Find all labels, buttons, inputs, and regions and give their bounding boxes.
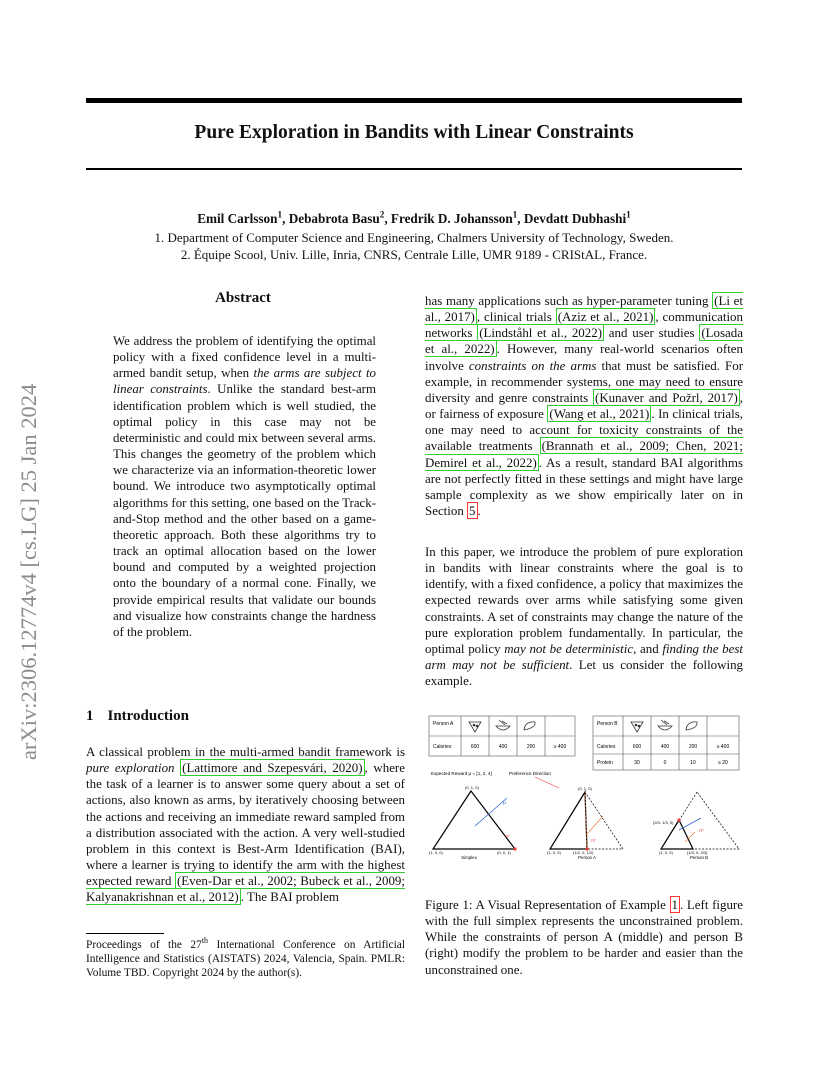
figure-1-canvas	[425, 714, 743, 862]
body-text: . However, many real-world scenarios often involve	[425, 341, 743, 373]
a-calories-value: 400	[498, 744, 508, 750]
title-top-rule	[86, 98, 742, 103]
intro-paragraph	[86, 744, 405, 906]
a-calories-value: 200	[526, 744, 536, 750]
body-text: , communication networks	[425, 309, 743, 341]
footnote-text: International Conference on Artificial Intelligence and Statistics (AISTATS) 2024, Valencia, Spain. PMLR: Volume TBD. Copyright 2024 by the author(s).	[86, 939, 405, 979]
citation-link[interactable]: (Lattimore and Szepesvári, 2020)	[182, 760, 363, 776]
citation-link[interactable]: (Li et al., 2017)	[425, 293, 743, 325]
author-list: Emil Carlsson$^1$, Debabrota Basu$^2$, Fredrik D. Johansson$^1$, Devdatt Dubhashi$^1$	[197, 209, 631, 226]
footnote-sup: th	[201, 936, 209, 946]
footnote-text: Proceedings of the 27	[86, 939, 202, 951]
citation-link[interactable]: (Wang et al., 2021)	[549, 406, 650, 422]
figure-caption	[425, 897, 743, 978]
vertex-label: (0, 1, 0)	[578, 786, 592, 791]
abstract-heading: Abstract	[215, 290, 271, 306]
abstract-text: . Unlike the standard best-arm identification problem which is well studied, the optimal policy in this case may not be deterministic and could mix between several arms. This changes the geometry of the problem which we characterize via an information-theoretic lower bound. We introduce two asymptotically optimal algorithms for this setting, one based on the Track-and-Stop method and the other based on a game-theoretic approach. Both these algorithms try to track an optimal allocation based on the lower bound and computed by a weighted projection onto the boundary of a normal cone. Finally, we provide empirical results that validate our bounds and visualize how constraints change the hardness of the problem.	[113, 382, 377, 639]
pizza-icon	[631, 722, 643, 732]
section-ref-link[interactable]: 5	[469, 503, 476, 519]
caption-text: . Left figure with the full simplex represents the unconstrained problem. While the constraints of person A (middle) and person B (right) modify the problem to be harder and easier than the unconstrained one.	[425, 897, 743, 977]
person-a-table-label: Person A	[433, 721, 454, 727]
body-emphasis: finding the best arm may not be sufficient	[425, 640, 743, 673]
vertex-label: (2/3, 1/3, 0)	[653, 820, 674, 825]
vertex-label: (0, 0, 1)	[497, 850, 511, 855]
abstract-body	[113, 333, 376, 640]
b-calories-value: 600	[632, 744, 642, 750]
optimal-policy-label: π*	[699, 828, 704, 833]
b-calories-threshold: ≥ 400	[716, 744, 730, 750]
footnote	[86, 936, 405, 981]
simplex-caption: Simplex	[461, 855, 477, 860]
title-bottom-rule	[86, 168, 742, 170]
vertex-label: (1, 0, 0)	[659, 850, 673, 855]
calories-label: Calories	[433, 744, 452, 750]
b-protein-value: 0	[663, 760, 667, 766]
person-b-caption: Person B	[689, 855, 709, 860]
author-name: Devdatt Dubhashi	[523, 211, 627, 226]
optimal-policy-label: π*	[505, 834, 510, 839]
intro-text: . The BAI problem	[240, 889, 339, 905]
pizza-icon	[469, 722, 481, 732]
abstract-text: We address the problem of identifying the optimal policy with a fixed confidence level in a multi-armed bandit setup, when	[113, 334, 376, 381]
footnote-rule	[86, 933, 164, 934]
body-text: . Let us consider the following example.	[425, 657, 744, 689]
calories-label: Calories	[597, 744, 616, 750]
a-calories-value: 600	[470, 744, 480, 750]
author-name: Emil Carlsson	[197, 211, 278, 226]
salad-icon	[496, 720, 510, 730]
section-title: Introduction	[107, 708, 189, 724]
caption-text: Figure 1: A Visual Representation of Example	[425, 897, 670, 912]
preference-direction-label: Preference Direction	[509, 771, 551, 776]
vertex-label: (1, 0, 0)	[547, 850, 561, 855]
citation-link[interactable]: (Aziz et al., 2021)	[557, 309, 654, 325]
b-protein-value: 10	[690, 760, 696, 766]
body-text: has many applications such as hyper-parameter tuning	[425, 293, 713, 308]
section-number: 1	[86, 708, 94, 724]
b-protein-threshold: ≥ 20	[718, 760, 728, 766]
body-text: , clinical trials	[476, 309, 556, 325]
vertex-label: (1/3, 0, 2/3)	[687, 850, 708, 855]
section-heading	[86, 708, 189, 725]
figure-1	[425, 714, 743, 862]
body-text: , or fairness of exposure	[425, 389, 743, 422]
b-calories-value: 400	[660, 744, 670, 750]
vertex-label: (1, 0, 0)	[429, 850, 443, 855]
body-emphasis: constraints on the arms	[468, 357, 597, 373]
vertex-label: (0, 1, 0)	[465, 785, 479, 790]
author-name: Debabrota Basu	[288, 211, 380, 226]
abstract-emphasis: the arms are subject to linear constraints	[113, 366, 376, 397]
citation-link[interactable]: (Brannath et al., 2009; Chen, 2021; Demirel et al., 2022)	[425, 438, 743, 470]
example-ref-link[interactable]: 1	[671, 897, 678, 912]
b-protein-value: 30	[634, 760, 640, 766]
protein-label: Protein	[597, 760, 613, 766]
arxiv-stamp: arXiv:2306.12774v4 [cs.LG] 25 Jan 2024	[16, 383, 41, 760]
intro-text: A classical problem in the multi-armed bandit framework is	[86, 744, 405, 759]
citation-link[interactable]: (Lindståhl et al., 2022)	[479, 325, 603, 341]
right-paragraph-2	[425, 544, 743, 689]
body-text: , and	[633, 640, 663, 656]
author-aff-mark: 1	[277, 209, 283, 220]
paper-title: Pure Exploration in Bandits with Linear Constraints	[194, 122, 634, 143]
salad-icon	[658, 720, 672, 730]
a-calories-threshold: ≥ 400	[553, 744, 567, 750]
affiliation-1: 1. Department of Computer Science and Engineering, Chalmers University of Technology, Sweden.	[154, 230, 674, 245]
body-text: and user studies	[604, 325, 700, 341]
intro-emphasis: pure exploration	[86, 760, 175, 776]
body-text: . In clinical trials, one may need to account for toxicity constraints of the available treatments	[425, 406, 743, 454]
body-text: In this paper, we introduce the problem of pure exploration in bandits with linear constraints where the goal is to identify, with a fixed confidence, a policy that maximizes the expected rewards over arms while satisfying some given constraints. A set of constraints may change the nature of the pure exploration problem fundamentally. In particular, the optimal policy	[425, 544, 743, 656]
simplex-triangle	[433, 791, 517, 851]
right-paragraph-1	[425, 293, 743, 519]
author-aff-mark: 1	[626, 209, 631, 220]
citation-link[interactable]: (Losada et al., 2022)	[425, 325, 743, 357]
optimal-policy-label: π*	[591, 838, 596, 843]
taco-icon	[524, 722, 535, 730]
mu-label: μ	[503, 800, 506, 806]
person-a-caption: Person A	[578, 855, 596, 860]
body-text: . As a result, standard BAI algorithms are not perfectly fitted in these settings and might have large sample complexity as we show empirically later on in Section	[425, 454, 743, 519]
citation-link[interactable]: (Kunaver and Požrl, 2017)	[595, 389, 738, 405]
person-b-table-label: Person B	[597, 721, 618, 727]
author-name: Fredrik D. Johansson	[390, 211, 513, 226]
author-aff-mark: 1	[512, 209, 518, 220]
body-emphasis: may not be deterministic	[504, 640, 634, 656]
intro-text: , where the task of a learner is to answer some query about a set of actions, also known as arms, by iteratively choosing between the actions and receiving an immediate reward sampled from a distribution associated with the action. A very well-studied problem in this context is Best-Arm Identification (BAI), where a learner is trying to identify the arm with the highest expected reward	[86, 760, 405, 889]
taco-icon	[686, 722, 697, 730]
citation-link[interactable]: (Even-Dar et al., 2002; Bubeck et al., 2009; Kalyanakrishnan et al., 2012)	[86, 873, 405, 905]
body-text: .	[477, 503, 481, 519]
preference-arrow	[535, 777, 559, 788]
body-text: that must be satisfied. For example, in recommender systems, one may need to ensure diversity and genre constraints	[425, 357, 743, 405]
b-calories-value: 200	[688, 744, 698, 750]
vertex-label: (1/2, 0, 1/2)	[573, 850, 594, 855]
person-a-triangle	[550, 792, 623, 851]
author-aff-mark: 2	[379, 209, 385, 220]
affiliation-2: 2. Équipe Scool, Univ. Lille, Inria, CNRS, Centrale Lille, UMR 9189 - CRIStAL, France.	[180, 247, 648, 262]
expected-reward-label: Expected Reward μ = [1, 2, 4]	[431, 771, 492, 776]
